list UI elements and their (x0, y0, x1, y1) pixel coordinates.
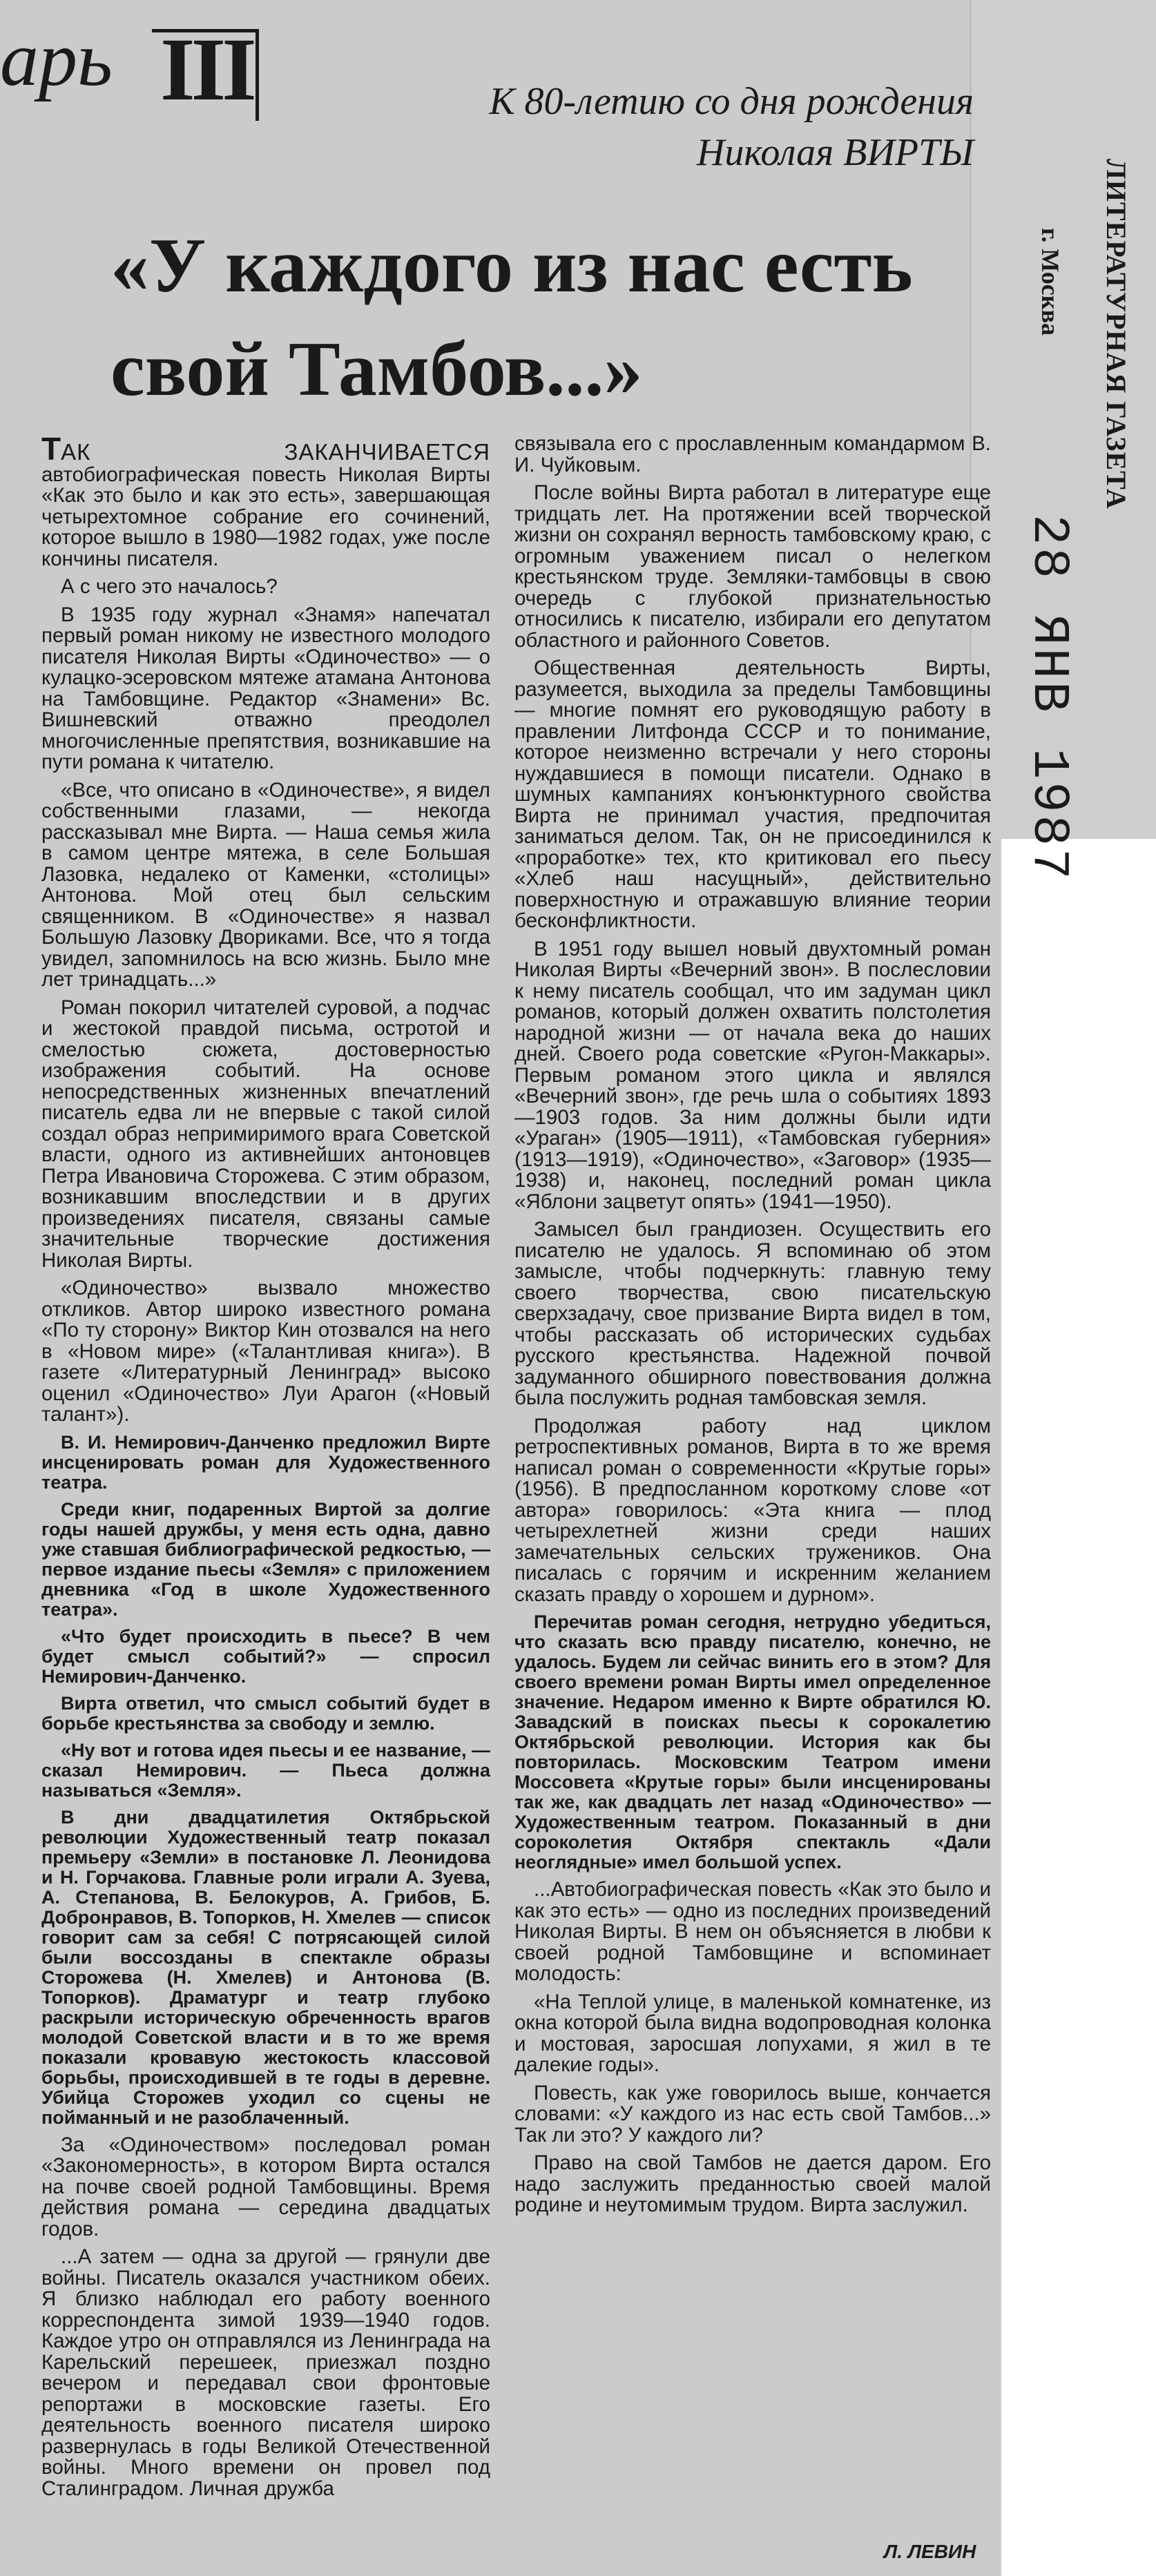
paragraph-text: Среди книг, подаренных Виртой за долгие годы нашей дружбы, у меня есть одна, давно уже ставшая библиографической редкостью, — первое издание пьесы «Земля» с приложением дневника «Год в школе Художественного театра». (41, 1498, 490, 1620)
article-paragraph (514, 2153, 991, 2216)
paragraph-text: Замысел был грандиозен. Осуществить его писателю не удалось. Я вспоминаю об этом замысле, чтобы подчеркнуть: главную тему своего творчества, свою писательскую сверхзадачу, свое призвание Вирта видел в том, чтобы рассказать об исторических судьбах русского крестьянства. Надежной почвой задуманного обширного повествования должна была послужить родная тамбовская земля. (514, 1218, 991, 1409)
article-paragraph (41, 780, 490, 991)
article-paragraph (41, 431, 490, 570)
paragraph-text: После войны Вирта работал в литературе еще тридцать лет. На протяжении всей творческой жизни он сохранял верность тамбовскому краю, с огромным уважением писал о нелегком крестьянском труде. Земляки-тамбовцы в свою очередь с глубокой признательностью относились к писателю, избирали его депутатом областного и районного Советов. (514, 481, 991, 652)
drop-cap: Т (41, 431, 61, 467)
article-paragraph (514, 939, 991, 1213)
article-paragraph (41, 2135, 490, 2240)
rubric-numeral: III (160, 20, 253, 119)
article-paragraph (41, 2247, 490, 2499)
lead-caps: АК ЗАКАНЧИВАЕТСЯ (61, 439, 490, 465)
article-paragraph (514, 1612, 991, 1872)
paragraph-text: В. И. Немирович-Данченко предложил Вирте инсценировать роман для Художественного театра. (41, 1431, 490, 1493)
article-paragraph (41, 605, 490, 773)
paragraph-text: «Ну вот и готова идея пьесы и ее название, — сказал Немирович. — Пьеса должна называться «Земля». (41, 1739, 490, 1801)
paragraph-text: В 1951 году вышел новый двухтомный роман Николая Вирты «Вечерний звон». В послесловии к нему писатель сообщал, что им задуман цикл романов, который должен охватить полстолетия народной жизни — от начала века до наших дней. Своего рода советские «Ругон-Маккары». Первым романом этого цикла и являлся «Вечерний звон», где речь шла о событиях 1893—1903 годов. За ним должны были идти «Ураган» (1905—1911), «Тамбовская губерния» (1913—1919), «Одиночество», «Заговор» (1935—1938) и, наконец, последний роман цикла «Яблони зацветут опять» (1941—1950). (514, 937, 991, 1213)
article-paragraph (41, 998, 490, 1272)
paragraph-text: Перечитав роман сегодня, нетрудно убедиться, что сказать всю правду писателю, конечно, не удалось. Будем ли сейчас винить его в этом? Для своего времени роман Вирты имел определенное значение. Недаром именно к Вирте обратился Ю. Завадский в поисках пьесы к сорокалетию Октябрьской революции. История как бы повторилась. Московским Театром имени Моссовета «Крутые горы» были инсценированы так же, как двадцать лет назад «Одиночество» — Художественным театром. Показанный в дни сороколетия Октября спектакль «Дали неоглядные» имел большой успех. (514, 1611, 991, 1872)
paragraph-text: автобиографическая повесть Николая Вирты «Как это было и как это есть», завершающая четырехтомное собрание его сочинений, которое вышло в 1980—1982 годах, уже после кончины писателя. (41, 463, 490, 570)
article-paragraph (514, 434, 991, 476)
article-paragraph (41, 1627, 490, 1687)
paragraph-text: связывала его с прославленным командармом В. И. Чуйковым. (514, 432, 991, 476)
article-paragraph (41, 1278, 490, 1426)
newspaper-name: ЛИТЕРАТУРНАЯ ГАЗЕТА (1101, 159, 1132, 510)
paragraph-text: «Что будет происходить в пьесе? В чем будет смысл событий?» — спросил Немирович-Данченко. (41, 1625, 490, 1687)
article-paragraph (514, 1219, 991, 1409)
anniversary-subtitle: К 80-летию со дня рождения Николая ВИРТЫ (489, 80, 974, 174)
paragraph-text: Право на свой Тамбов не дается даром. Его надо заслужить преданностью своей малой родине и неутомимым трудом. Вирта заслужил. (514, 2151, 991, 2216)
paragraph-text: Общественная деятельность Вирты, разумеется, выходила за пределы Тамбовщины — многие помнят его руководящую работу в правлении Литфонда СССР и то понимание, которое неизменно встречали у него стороны нуждавшиеся в помощи писатели. Однако в шумных кампаниях конъюнктурного свойства Вирта не принимал участия, предпочитая заниматься делом. Так, он не присоединился к «проработке» тех, кто критиковал его пьесу «Хлеб наш насущный», действительно поверхностную и отражавшую влияние теории бесконфликтности. (514, 657, 991, 932)
article-paragraph (41, 1694, 490, 1734)
paragraph-text: Повесть, как уже говорилось выше, кончается словами: «У каждого из нас есть свой Тамбов...» Так ли это? У каждого ли? (514, 2081, 991, 2147)
newspaper-city: г. Москва (1037, 228, 1064, 336)
paragraph-text: Роман покорил читателей суровой, а подчас и жестокой правдой письма, остротой и смелостью сюжета, достоверностью изображения событий. На основе непосредственных жизненных впечатлений писатель едва ли не впервые с такой силой создал образ непримиримого врага Советской власти, одного из активнейших антоновцев Петра Ивановича Сторожева. С этим образом, возникавшим впоследствии и в других произведениях писателя, связаны самые значительные творческие достижения Николая Вирты. (41, 996, 490, 1272)
author-byline: Л. ЛЕВИН (884, 2541, 976, 2562)
article-paragraph (514, 1879, 991, 1985)
paragraph-text: «Одиночество» вызвало множество откликов. Автор широко известного романа «По ту сторону» Виктор Кин отозвался на него в «Новом мире» («Талантливая книга»). В газете «Литературный Ленинград» высоко оценил «Одиночество» Луи Арагон («Новый талант»). (41, 1277, 490, 1426)
paragraph-text: Продолжая работу над циклом ретроспективных романов, Вирта в то же время написал роман о современности «Крутые горы» (1956). В предпосланном короткому слове «от автора» говорилось: «Эта книга — плод четырехлетней жизни среди наших замечательных сельских тружеников. Она писалась с горячим и искренним желанием сказать правду о хорошем и дурном». (514, 1414, 991, 1606)
article-paragraph (41, 1500, 490, 1620)
article-paragraph (514, 1992, 991, 2076)
article-column-right (514, 434, 991, 2223)
rubric-text: арь (0, 17, 113, 102)
article-paragraph (514, 1416, 991, 1606)
article-paragraph (514, 658, 991, 932)
article-paragraph (41, 577, 490, 598)
paragraph-text: За «Одиночеством» последовал роман «Закономерность», в котором Вирта остался на почве своей родной Тамбовщины. Время действия романа — середина двадцатых годов. (41, 2133, 490, 2240)
article-column-left (41, 431, 490, 2506)
paragraph-text: А с чего это началось? (61, 575, 278, 598)
date-stamp: 28 ЯНВ 1987 (1019, 514, 1077, 882)
article-headline: «У каждого из нас есть свой Тамбов...» (110, 223, 913, 412)
paragraph-text: ...А затем — одна за другой — грянули две войны. Писатель оказался участником обеих. Я близко наблюдал его работу военного корреспондента зимой 1939—1940 годов. Каждое утро он отправлялся из Ленинграда на Карельский перешеек, приезжал поздно вечером и передавал свои фронтовые репортажи в московские газеты. Его деятельность военного писателя широко развернулась в годы Великой Отечественной войны. Много времени он провел под Сталинградом. Личная дружба (41, 2245, 490, 2500)
paragraph-text: Вирта ответил, что смысл событий будет в борьбе крестьянства за свободу и землю. (41, 1692, 490, 1734)
article-paragraph (41, 1808, 490, 2128)
paragraph-text: «Все, что описано в «Одиночестве», я видел собственными глазами, — некогда рассказывал мне Вирта. — Наша семья жила в самом центре мятежа, в селе Большая Лазовка, недалеко от Каменки, «столицы» Антонова. Мой отец был сельским священником. В «Одиночестве» я назвал Большую Лазовку Двориками. Все, что я тогда увидел, запомнилось на всю жизнь. Было мне лет тринадцать...» (41, 778, 490, 991)
paragraph-text: В 1935 году журнал «Знамя» напечатал первый роман никому не известного молодого писателя Николая Вирты «Одиночество» — о кулацко-эсеровском мятеже атамана Антонова на Тамбовщине. Редактор «Знамени» Вс. Вишневский отважно преодолел многочисленные препятствия, возникавшие на пути романа к читателю. (41, 603, 490, 773)
paragraph-text: В дни двадцатилетия Октябрьской революции Художественный театр показал премьеру «Земли» в постановке Л. Леонидова и Н. Горчакова. Главные роли играли А. Зуева, А. Степанова, В. Белокуров, А. Грибов, Б. Добронравов, В. Топорков, Н. Хмелев — список говорит сам за себя! С потрясающей силой были воссозданы в спектакле образы Сторожева (Н. Хмелев) и Антонова (В. Топорков). Драматург и театр глубоко раскрыли историческую обреченность врагов молодой Советской власти и в то же время показали кровавую жестокость классовой борьбы, происходившей в те годы в деревне. Убийца Сторожев уходил со сцены не пойманный и не разоблаченный. (41, 1806, 490, 2128)
article-paragraph (514, 2083, 991, 2147)
paragraph-text: «На Теплой улице, в маленькой комнатенке, из окна которой была видна водопроводная колонка и мостовая, заросшая лопухами, я жил в те далекие годы». (514, 1990, 991, 2076)
paragraph-text: ...Автобиографическая повесть «Как это было и как это есть» — одно из последних произведений Николая Вирты. В нем он объясняется в любви к своей родной Тамбовщине и вспоминает молодость: (514, 1878, 991, 1985)
article-paragraph (41, 1433, 490, 1493)
article-paragraph (41, 1741, 490, 1801)
article-paragraph (514, 483, 991, 651)
rubric-header (0, 0, 269, 135)
